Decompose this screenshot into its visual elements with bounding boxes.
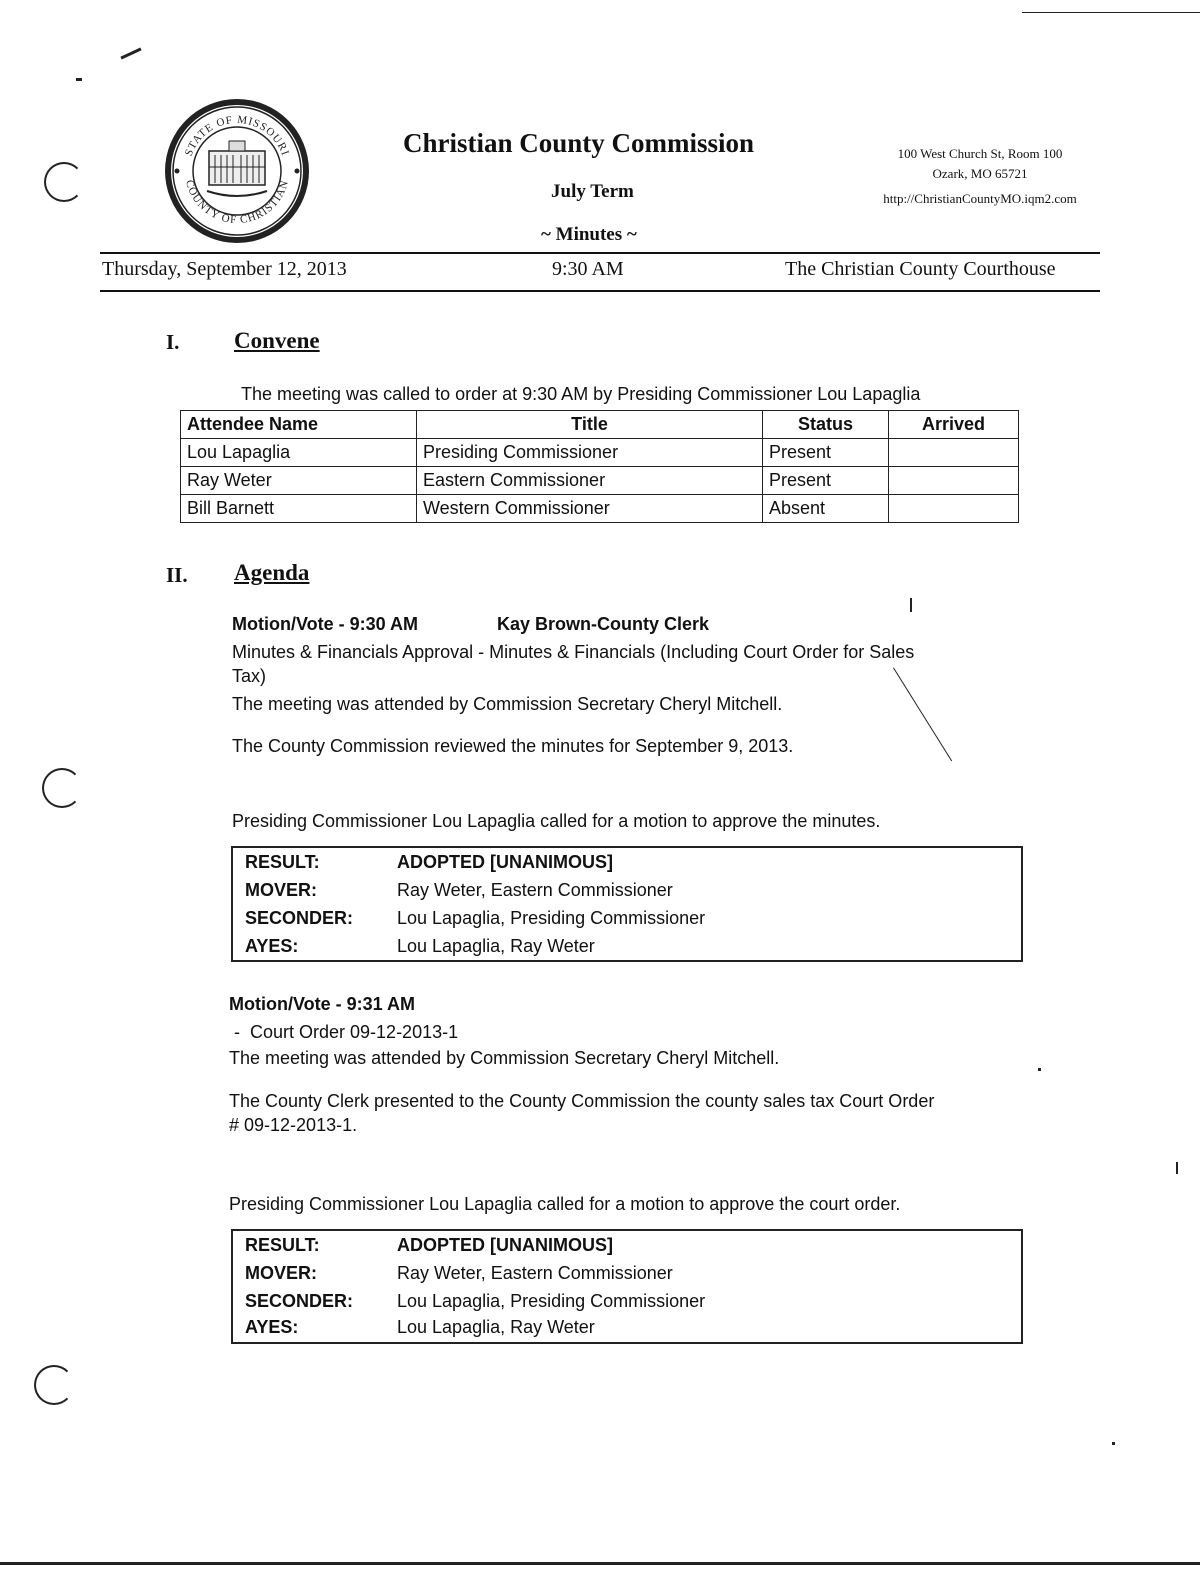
punch-hole-bottom — [34, 1365, 74, 1405]
mover-label: MOVER: — [245, 1263, 317, 1283]
table-row — [181, 439, 1019, 467]
meeting-location: The Christian County Courthouse — [785, 258, 1056, 280]
item2-motion-call: Presiding Commissioner Lou Lapaglia called for a motion to approve the court order. — [229, 1194, 901, 1214]
ayes-label: AYES: — [245, 936, 299, 956]
result-label: RESULT: — [245, 852, 320, 872]
result-label: RESULT: — [245, 1235, 320, 1255]
ayes-value: Lou Lapaglia, Ray Weter — [397, 1317, 595, 1337]
address-line-2: Ozark, MO 65721 — [932, 166, 1028, 181]
result-row — [245, 852, 613, 873]
attendee-name: Bill Barnett — [181, 495, 417, 523]
ayes-row — [245, 936, 595, 957]
punch-hole-top — [44, 162, 84, 202]
document-title: Christian County Commission — [403, 128, 755, 158]
attendee-title: Eastern Commissioner — [417, 467, 763, 495]
ayes-label: AYES: — [245, 1317, 299, 1337]
term-label: July Term — [551, 181, 634, 202]
result-value: ADOPTED [UNANIMOUS] — [397, 1235, 613, 1255]
seconder-row — [245, 908, 706, 929]
attendee-title: Western Commissioner — [417, 495, 763, 523]
attendee-name: Ray Weter — [181, 467, 417, 495]
attendee-arrived — [889, 439, 1019, 467]
item2-heading: Motion/Vote - 9:31 AM — [229, 994, 415, 1014]
address-line-1: 100 West Church St, Room 100 — [897, 146, 1063, 161]
website-link[interactable]: http://ChristianCountyMO.iqm2.com — [883, 191, 1077, 206]
header-rule-bottom — [100, 290, 1100, 292]
attendee-arrived — [889, 495, 1019, 523]
attendee-arrived — [889, 467, 1019, 495]
mover-value: Ray Weter, Eastern Commissioner — [397, 1263, 673, 1283]
seconder-value: Lou Lapaglia, Presiding Commissioner — [397, 908, 706, 928]
attendee-status: Absent — [763, 495, 889, 523]
ayes-row — [245, 1317, 595, 1338]
meeting-date: Thursday, September 12, 2013 — [102, 258, 347, 280]
item1-result-box — [231, 846, 1023, 962]
item1-presenter: Kay Brown-County Clerk — [497, 614, 710, 634]
section-number-convene: I. — [166, 330, 180, 354]
item2-attended: The meeting was attended by Commission Secretary Cheryl Mitchell. — [229, 1048, 780, 1068]
svg-text:STATE OF MISSOURI: STATE OF MISSOURI — [182, 113, 292, 158]
convene-intro: The meeting was called to order at 9:30 AM by Presiding Commissioner Lou Lapaglia — [241, 384, 921, 404]
attendee-status: Present — [763, 467, 889, 495]
column-header-arrived: Arrived — [889, 411, 1019, 439]
item1-subject-line-1: Minutes & Financials Approval - Minutes & Financials (Including Court Order for Sales — [232, 642, 915, 662]
column-header-status: Status — [763, 411, 889, 439]
mover-label: MOVER: — [245, 880, 317, 900]
svg-text:COUNTY OF CHRISTIAN: COUNTY OF CHRISTIAN — [182, 178, 292, 227]
punch-hole-middle — [42, 768, 82, 808]
attendee-table — [180, 410, 1019, 523]
seconder-row — [245, 1291, 706, 1312]
table-row — [181, 467, 1019, 495]
scan-speck — [1112, 1442, 1115, 1445]
section-number-agenda: II. — [166, 563, 188, 587]
scan-speck — [1176, 1162, 1178, 1174]
item1-heading: Motion/Vote - 9:30 AM — [232, 614, 418, 634]
header-rule-top — [100, 252, 1100, 254]
attendee-table-header — [181, 411, 1019, 439]
attendee-status: Present — [763, 439, 889, 467]
scan-speck — [1038, 1068, 1041, 1071]
item1-attended: The meeting was attended by Commission Secretary Cheryl Mitchell. — [232, 694, 783, 714]
attendee-title: Presiding Commissioner — [417, 439, 763, 467]
scan-streak — [893, 667, 952, 761]
attendee-name: Lou Lapaglia — [181, 439, 417, 467]
scan-speck — [76, 78, 82, 81]
scan-speck — [120, 47, 141, 59]
minutes-label: ~ Minutes ~ — [541, 224, 637, 245]
item1-motion-call: Presiding Commissioner Lou Lapaglia called for a motion to approve the minutes. — [232, 811, 881, 831]
result-value: ADOPTED [UNANIMOUS] — [397, 852, 613, 872]
mover-row — [245, 1263, 673, 1284]
seconder-value: Lou Lapaglia, Presiding Commissioner — [397, 1291, 706, 1311]
meeting-time: 9:30 AM — [552, 258, 624, 280]
county-seal-icon — [163, 97, 311, 245]
item2-subject: - Court Order 09-12-2013-1 — [229, 1022, 459, 1042]
seconder-label: SECONDER: — [245, 908, 354, 928]
column-header-name: Attendee Name — [181, 411, 417, 439]
scan-rule-bottom — [0, 1562, 1200, 1565]
column-header-title: Title — [417, 411, 763, 439]
mover-value: Ray Weter, Eastern Commissioner — [397, 880, 673, 900]
item1-detail: The County Commission reviewed the minutes for September 9, 2013. — [232, 736, 794, 756]
scan-speck — [910, 598, 912, 612]
section-title-convene: Convene — [234, 328, 320, 353]
mover-row — [245, 880, 673, 901]
item1-subject-line-2: Tax) — [232, 666, 267, 686]
section-title-agenda: Agenda — [234, 560, 310, 585]
table-row — [181, 495, 1019, 523]
item2-detail-line-1: The County Clerk presented to the County Commission the county sales tax Court Order — [229, 1091, 935, 1111]
scan-rule-top — [1022, 12, 1200, 13]
item2-result-box — [231, 1229, 1023, 1344]
item2-detail-line-2: # 09-12-2013-1. — [229, 1115, 358, 1135]
result-row — [245, 1235, 613, 1256]
seconder-label: SECONDER: — [245, 1291, 354, 1311]
ayes-value: Lou Lapaglia, Ray Weter — [397, 936, 595, 956]
